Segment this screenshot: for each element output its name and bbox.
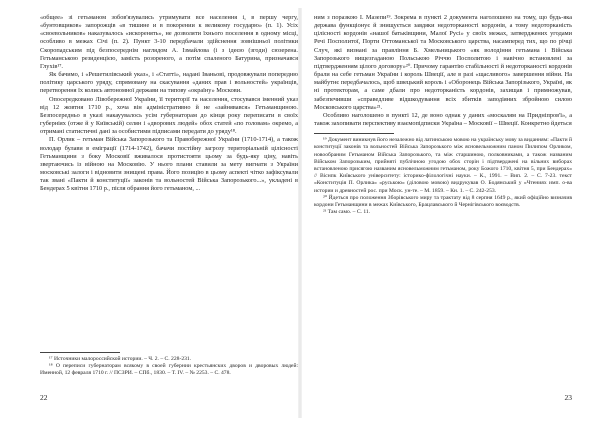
footnote-rule [40,352,120,353]
left-page [40,14,298,414]
left-body-text [40,14,298,193]
page-number-right: 23 [564,393,572,402]
footnote-rule [314,133,394,134]
footnote-19: ¹⁹ Документ виникнув його незалежно від латинською мовою на українську мову за виданням: «Пакти й конституції законів та вольностей Війська Запорозького між ясновельможним паном Пилипом Орликом, новообраним Гетьманом Війська Запорозького, та між старшиною, полковниками, а також названим Військом Запорозьким, прийняті публічною угодою обох сторін і підтверджені на вільних виборах встановленою присягою названим ясновельможним гетьманом, року Божого 1710, квітня 5, при Бендерах» // Віснпк Київського університету: історико-філологічні науки. – К., 1991. – Вип. 2. – С. 7-23. текст «Конституція П. Орлика» «руською» (діловою мовою) видрукував О. Бодянський у «Чтениях имп. о-ва истории и древностей рос. при Моск. ун-те. – М. 1859. – Кн. 1. – С. 242-253. [314,137,572,194]
footnote-20: ²⁰ Йдеться про положення Зборівського миру та трактату від 8 серпня 1649 р., який офіційно визначив кордони Гетьманщини в межах Київського, Брацлавського й Чернігівського воєводств. [314,194,572,209]
book-gutter [298,8,302,418]
left-paragraph-3: Опосередковано Лівобережної України, її території та населення, стосувався іменний указ від 12 жовтня 1710 р., хоча він адміністративно й не «зайнявався» Гетьманщиною. Безпосередньо в указі накауувалось усім губернаторам до кінця року переписати в своїх губерніях (отже й у Київській) селян і «дворових людей» обох статей «по головам» окремо, а отримані статистичні дані за особистими підписами передати до уряду¹⁸. [40,95,298,136]
right-paragraph-1: ним з поразкою І. Мазепи¹⁹. Зокрема в пункті 2 документа наголошено на тому, що будь-яка держава функціонує й знищується завдяки недоторканості кордонів, а тому недоторканість цілісності кордонів «нашої батьківщини, Малої Русі» у своїх межах, затверджених угодами Речі Посполитої, Порти Оттоманської та Московського царства, насамперед тих, що по річці Случ, які визнані за правління Б. Хмельницького «як володіння гетьмана і Війська Запорозького вищезгаданою Польською Річчю Посполитою і навічно встановлені за підтвердженням цілого договору»²⁰. Причому гарантію стабільності й недоторканості кордонів брали на себе гетьман України і король Швеції, але в разі «щасливого» завершення війни. На майбутнє передбачалось, щоб швецький король і «Оборонець Війська Запорізького, Україні, як ні протекторам, а саме дбали про недоторканість кордонів, захищав і примножував, забезпечивши «справедливе відшкодування всіх збитків заподіяних збройною силою Московського царства»²¹. [314,14,572,111]
left-paragraph-4: П. Орлик – гетьман Війська Запорозького та Правобережної України (1710-1714), а також володар булави в еміграції (1714-1742), бачачи постійну загрозу територіальній цілісності Гетьманщини з боку Московії вживалося протистояти цьому за будь-яку ціну, навіть звертаючись із війною на Московію. У нього плани ставили за мету вигнати з України московські залоги і відновити знищені права. Його позицію в цьому аспекті чітко зафіксували так звані «Пакти й конституції» законів та вольностей Війська Запорозького...», укладені в Бендерах 5 квітня 1710 р., після обрання його гетьманом, ... [40,136,298,193]
footnote-18: ¹⁸ О переписи губернаторам всякому в своей губернии крестьянских дворов и дворовых людей: Именной, 12 февраля 1710 г. // ПСЗРИ. – СПб., 1830. – Т. IV. – № 2253. – С. 478. [40,363,298,377]
right-body-text [314,14,572,128]
right-page [314,14,572,414]
right-footnotes [314,133,572,216]
left-paragraph-2: Як бачимо, і «Решетилівський указ», і «Статті», надані Іваньові, продовжували попередню політику царського уряду, спрямовану на скасування «даних прав і вольностей» українців, перетворення їх колись автономної держави на типову «окраїну» Москови. [40,71,298,95]
footnote-21: ²¹ Там само. – С. 11. [323,209,371,216]
page-number-left: 22 [40,393,48,402]
left-footnotes [40,347,298,378]
left-paragraph-1: «общее» зі гетьманом зобов'язувались утримувати все населення і, в першу чергу, «бунтовщиков» запорожців «в тишине и в покорении к великому государю» (п. 1). Усіх «своевольников» наказувалось «искоренять», не дозволяти їхнього поселення в одному місці, особливо в межах Січі (п. 2). Пункт 3-10 передбачали здійснення зовнішньої політики Скоропадським під безпосереднім наглядом А. Ізмайлова (і з ідеєю (згоди) сюзерена. Гетьманською резиденцією, замість розореного, а потім спаленого Батурина, призначався Глухів¹⁷. [40,14,298,70]
footnote-17: ¹⁷ Источники малороссийской истории. – Ч. 2. – С. 228-231. [49,356,192,362]
right-paragraph-2: Особливо наголошено в пункті 12, де воно однак у даних «москалям на Приднiпров'ї», а також захопивати перспективу взаємопідписки Україна – Московії – Швеції. Конкретно йдеться [314,111,572,128]
